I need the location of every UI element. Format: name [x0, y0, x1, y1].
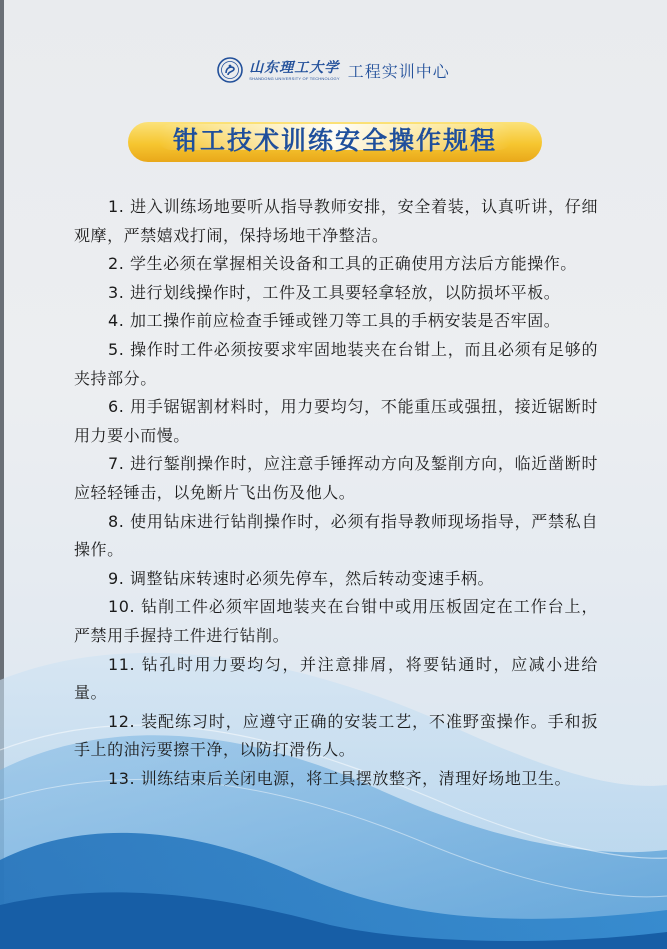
rule-item: 7. 进行錾削操作时，应注意手锤挥动方向及錾削方向，临近凿断时应轻轻锤击，以免断片飞出伤及他人。 — [74, 454, 598, 502]
university-name-block — [249, 60, 339, 81]
rule-item: 9. 调整钻床转速时必须先停车，然后转动变速手柄。 — [108, 568, 495, 588]
rule-item: 1. 进入训练场地要听从指导教师安排，安全着装，认真听讲，仔细观摩，严禁嬉戏打闹，保持场地干净整洁。 — [74, 197, 598, 245]
rule-item: 11. 钻孔时用力要均匀，并注意排屑，将要钻通时，应减小进给量。 — [74, 654, 598, 703]
rule-item: 5. 操作时工件必须按要求牢固地装夹在台钳上，而且必须有足够的夹持部分。 — [74, 339, 598, 388]
page-title: 钳工技术训练安全操作规程 — [172, 126, 497, 155]
university-name: 山东理工大学 — [249, 59, 340, 76]
rule-item: 12. 装配练习时，应遵守正确的安装工艺，不准野蛮操作。手和扳手上的油污要擦干净，以防打滑伤人。 — [74, 711, 598, 760]
center-name: 工程实训中心 — [347, 61, 450, 81]
university-name-en: SHANDONG UNIVERSITY OF TECHNOLOGY — [249, 75, 340, 81]
rule-item: 13. 训练结束后关闭电源，将工具摆放整齐，清理好场地卫生。 — [108, 768, 572, 788]
rule-item: 6. 用手锯锯割材料时，用力要均匀，不能重压或强扭，接近锯断时用力要小而慢。 — [74, 397, 598, 445]
university-logo-icon — [217, 57, 243, 83]
rule-item: 2. 学生必须在掌握相关设备和工具的正确使用方法后方能操作。 — [108, 254, 577, 274]
rule-item: 10. 钻削工件必须牢固地装夹在台钳中或用压板固定在工作台上，严禁用手握持工件进行钻削。 — [74, 597, 598, 645]
title-banner — [128, 118, 542, 164]
rule-item: 4. 加工操作前应检查手锤或锉刀等工具的手柄安装是否牢固。 — [108, 311, 561, 331]
rules-list — [74, 193, 598, 793]
rule-item: 8. 使用钻床进行钻削操作时，必须有指导教师现场指导，严禁私自操作。 — [74, 511, 598, 560]
header — [0, 54, 667, 86]
rule-item: 3. 进行划线操作时，工件及工具要轻拿轻放，以防损坏平板。 — [108, 282, 561, 302]
